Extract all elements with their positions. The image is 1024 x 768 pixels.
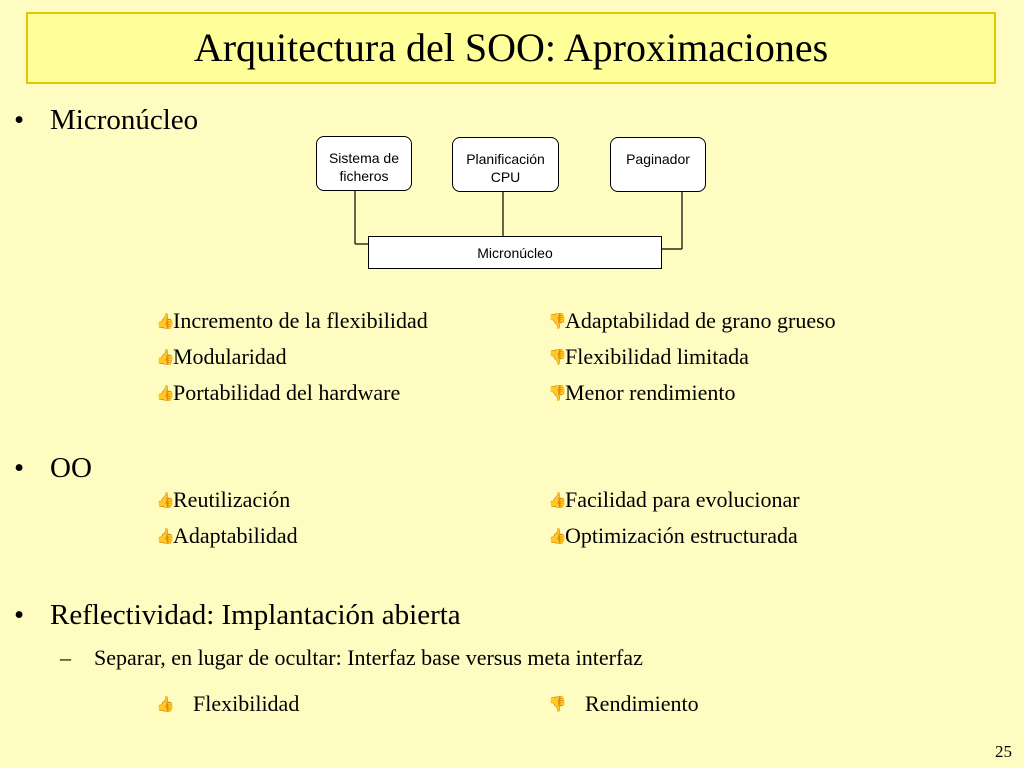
con-item-label: Menor rendimiento bbox=[565, 380, 736, 405]
box-planificacion-cpu bbox=[452, 137, 559, 192]
con-item-label: Adaptabilidad de grano grueso bbox=[565, 308, 836, 333]
bullet-dot: • bbox=[14, 104, 25, 136]
pro-item-label: Flexibilidad bbox=[193, 691, 300, 716]
thumbs-down-icon: 👎 bbox=[548, 348, 567, 366]
pro-item-label: Portabilidad del hardware bbox=[173, 380, 401, 405]
pro-item bbox=[156, 308, 428, 334]
pro-item bbox=[156, 380, 400, 406]
thumbs-up-icon: 👍 bbox=[156, 312, 175, 330]
box-micronucleo-label: Micronúcleo bbox=[477, 244, 553, 261]
bullet-oo-label: OO bbox=[50, 452, 92, 484]
box-paginador-label: Paginador bbox=[626, 151, 690, 167]
thumbs-down-icon: 👎 bbox=[548, 384, 567, 402]
con-item bbox=[548, 691, 699, 717]
thumbs-down-icon: 👎 bbox=[548, 695, 567, 713]
pro-item-label: Reutilización bbox=[173, 487, 291, 512]
box-planificacion-line2: CPU bbox=[490, 169, 521, 185]
pro-item-label: Modularidad bbox=[173, 344, 287, 369]
box-sistema-ficheros-line1: Sistema de bbox=[328, 150, 400, 166]
sub-bullet-dash: – bbox=[60, 645, 71, 670]
thumbs-up-icon: 👍 bbox=[156, 527, 175, 545]
thumbs-up-icon: 👍 bbox=[156, 695, 175, 713]
box-micronucleo bbox=[368, 236, 662, 269]
thumbs-up-icon: 👍 bbox=[156, 491, 175, 509]
thumbs-up-icon: 👍 bbox=[156, 348, 175, 366]
con-item-label: Flexibilidad limitada bbox=[565, 344, 749, 369]
thumbs-down-icon: 👎 bbox=[548, 312, 567, 330]
page-title: Arquitectura del SOO: Aproximaciones bbox=[193, 25, 829, 70]
bullet-dot: • bbox=[14, 452, 25, 484]
con-item-label: Rendimiento bbox=[585, 691, 699, 716]
box-sistema-ficheros bbox=[316, 136, 412, 191]
pro-item bbox=[156, 487, 290, 513]
con-item bbox=[548, 344, 749, 370]
sub-bullet-label: Separar, en lugar de ocultar: Interfaz base versus meta interfaz bbox=[94, 645, 643, 670]
box-paginador bbox=[610, 137, 706, 192]
bullet-dot: • bbox=[14, 599, 25, 631]
pro-item bbox=[548, 523, 798, 549]
thumbs-up-icon: 👍 bbox=[548, 491, 567, 509]
page-number: 25 bbox=[995, 742, 1012, 761]
pro-item bbox=[156, 691, 299, 717]
pro-item-label: Facilidad para evolucionar bbox=[565, 487, 800, 512]
box-sistema-ficheros-line2: ficheros bbox=[339, 168, 389, 184]
thumbs-up-icon: 👍 bbox=[156, 384, 175, 402]
bullet-micronucleo-label: Micronúcleo bbox=[50, 104, 199, 136]
thumbs-up-icon: 👍 bbox=[548, 527, 567, 545]
pro-item bbox=[548, 487, 800, 513]
pro-item bbox=[156, 344, 287, 370]
pro-item bbox=[156, 523, 298, 549]
con-item bbox=[548, 308, 836, 334]
sub-bullet bbox=[60, 645, 643, 671]
pro-item-label: Incremento de la flexibilidad bbox=[173, 308, 428, 333]
pro-item-label: Optimización estructurada bbox=[565, 523, 798, 548]
box-planificacion-line1: Planificación bbox=[466, 151, 545, 167]
bullet-reflectividad-label: Reflectividad: Implantación abierta bbox=[50, 599, 461, 631]
con-item bbox=[548, 380, 735, 406]
pro-item-label: Adaptabilidad bbox=[173, 523, 298, 548]
